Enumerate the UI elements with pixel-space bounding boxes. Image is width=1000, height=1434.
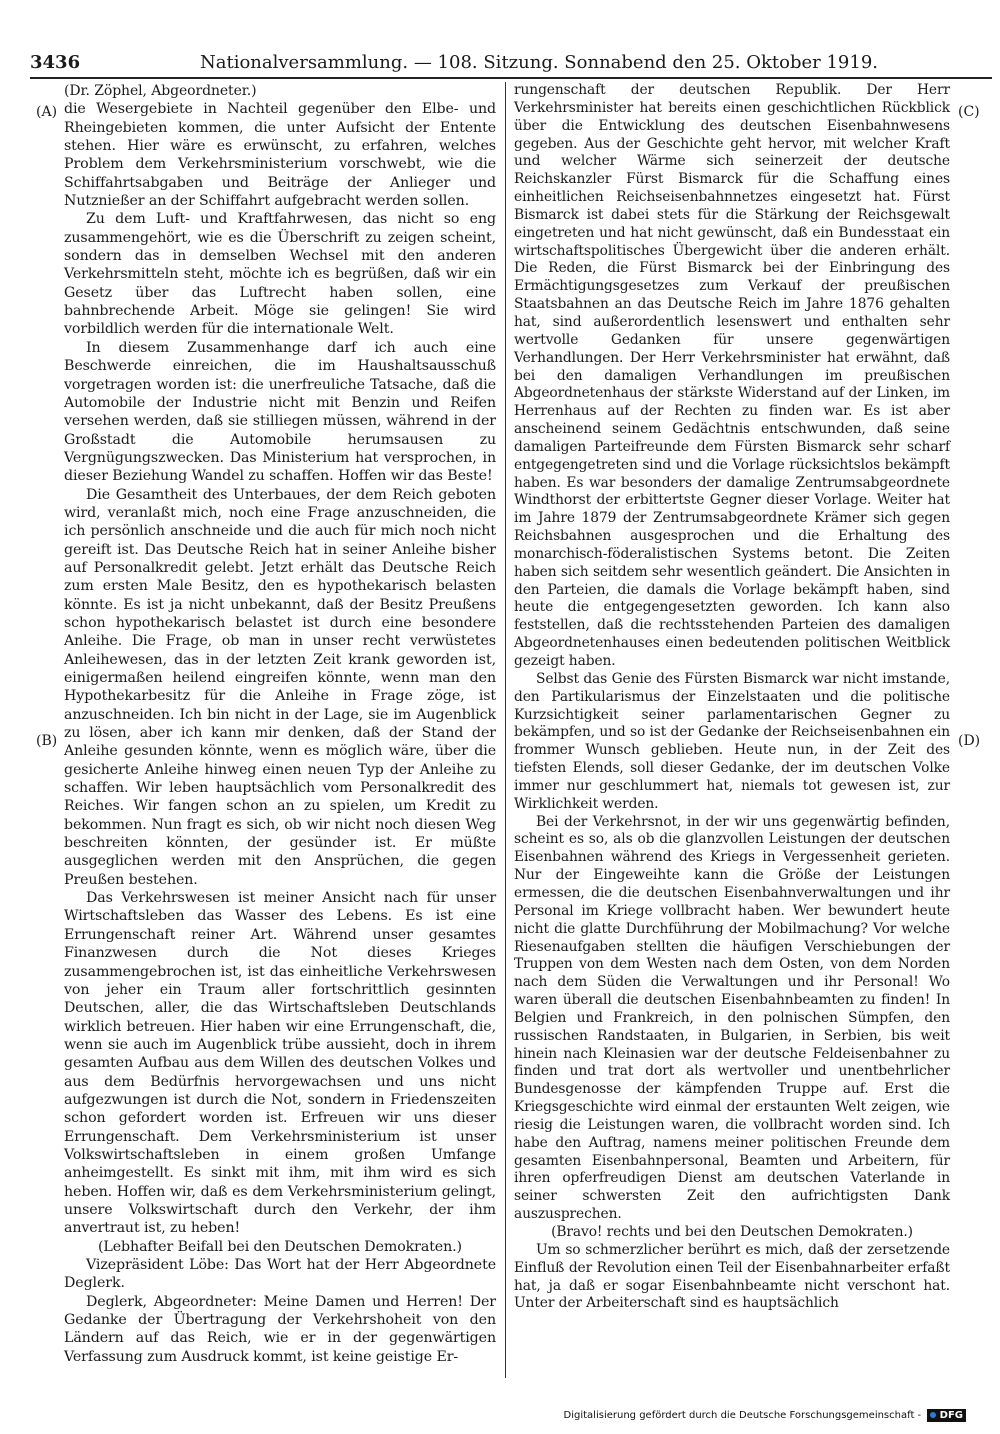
dfg-logo-text: DFG [939, 1410, 963, 1421]
speaker-note: (Dr. Zöphel, Abgeordneter.) [64, 83, 257, 99]
column-divider [505, 82, 506, 1378]
paragraph: Zu dem Luft- und Kraftfahrwesen, das nicht so eng zusammengehört, wie es die Überschrift zu zeigen scheint, sondern das in demselben Wechsel mit den anderen Verkehrsmitteln steht, möchte ich es begrüßen, daß wir ein Gesetz über das Luftrecht haben sollen, eine bahnbrechende Arbeit. Möge sie gelingen! Sie wird vorbildlich werden für die internationale Welt. [64, 211, 496, 338]
left-column [64, 82, 496, 1366]
digitization-footer [564, 1409, 966, 1422]
paragraph: rungenschaft der deutschen Republik. Der Herr Verkehrsminister hat bereits einen geschichtlichen Rückblick über die Entwicklung des deutschen Eisenbahnwesens gegeben. Aus der Geschichte geht hervor, mit welcher Kraft und welcher Wärme sich seinerzeit der deutsche Reichskanzler Fürst Bismarck für die Schaffung eines einheitlichen Reichseisenbahnnetzes eingesetzt hat. Fürst Bismarck ist dabei stets für die Stärkung der Reichsgewalt eingetreten und hat nicht gewünscht, daß ein Bundesstaat ein wirtschaftspolitisches Übergewicht über die anderen erhält. Die Reden, die Fürst Bismarck bei der Einbringung des Ermächtigungsgesetzes zum Verkauf der preußischen Staatsbahnen an das Deutsche Reich im Jahre 1876 gehalten hat, sind außerordentlich lesenswert und enthalten sehr wertvolle Gedanken für unsere gegenwärtigen Verhandlungen. Der Herr Verkehrsminister hat erwähnt, daß bei den damaligen Verhandlungen im preußischen Abgeordnetenhaus der stärkste Widerstand auf der Linken, im Herrenhaus auf der Rechten zu finden war. Es ist aber anscheinend seinem Gedächtnis entschwunden, daß seine damaligen Parteifreunde dem Fürsten Bismarck sehr scharf entgegengetreten sind und die Vorlage rücksichtslos bekämpft haben. Es war besonders der damalige Zentrumsabgeordnete Windthorst der erbittertste Gegner dieser Vorlage. Weiter hat im Jahre 1879 der Zentrumsabgeordnete Krämer sich gegen Reichsbahnen ausgesprochen und die Erhaltung des monarchisch-föderalistischen Systems betont. Die Zeiten haben sich seitdem sehr wesentlich geändert. Die Ansichten in den Parteien, die damals die Vorlage bekämpft haben, sind heute die entgegengesetzten geworden. Ich kann also feststellen, daß die rechtsstehenden Parteien des damaligen Abgeordnetenhauses einen bedeutenden politischen Weitblick gezeigt haben. [514, 82, 950, 669]
margin-marker-c: (C) [958, 104, 980, 120]
paragraph: Das Verkehrswesen ist meiner Ansicht nach für unser Wirtschaftsleben das Wasser des Lebens. Es ist eine Errungenschaft reiner Art. Während unser gesamtes Finanzwesen durch die Not dieses Krieges zusammengebrochen ist, ist das einheitliche Verkehrswesen von jeher ein Traum aller fortschrittlich gesinnten Deutschen, aller, die das Wirtschaftsleben Deutschlands wirklich betreuen. Hier haben wir eine Errungenschaft, die, wenn sie auch im Augenblick trübe aussieht, doch in ihrem gesamten Aufbau aus dem Willen des deutschen Volkes und aus dem Bedürfnis hervorgewachsen und uns nicht aufgezwungen ist durch die Not, sondern in Friedenszeiten schon gefordert worden ist. Erfreuen wir uns dieser Errungenschaft. Dem Verkehrsministerium ist unser Volkswirtschaftsleben in einem großen Umfange anheimgestellt. Es sinkt mit ihm, mit ihm wird es sich heben. Hoffen wir, daß es dem Verkehrsministerium gelingt, unsere Volkswirtschaft durch den Verkehr, der ihm anvertraut ist, zu heben! [64, 890, 496, 1237]
applause-note: (Lebhafter Beifall bei den Deutschen Demokraten.) [98, 1238, 462, 1255]
bravo-note: (Bravo! rechts und bei den Deutschen Demokraten.) [551, 1224, 913, 1240]
running-title: Nationalversammlung. — 108. Sitzung. Sonnabend den 25. Oktober 1919. [200, 52, 879, 73]
margin-marker-a: (A) [36, 104, 58, 120]
vice-president-paragraph: Vizepräsident Löbe: Das Wort hat der Herr Abgeordnete Deglerk. [64, 1257, 496, 1292]
logo-dot-icon [930, 1412, 936, 1418]
paragraph: In diesem Zusammenhange darf ich auch eine Beschwerde einreichen, die im Haushaltsausschuß vorgetragen worden ist: die unerfreuliche Tatsache, daß die Automobile der Industrie nicht mit Benzin und Reifen versehen werden, daß sie stilliegen müssen, während in der Großstadt die Automobile herumsausen zu Vergnügungszwecken. Das Ministerium hat versprochen, in dieser Beziehung Wandel zu schaffen. Hoffen wir das Beste! [64, 339, 496, 485]
paragraph: Die Gesamtheit des Unterbaues, der dem Reich geboten wird, veranlaßt mich, noch eine Frage anzuschneiden, die ich persönlich anschneide und die auch für mich noch nicht gereift ist. Das Deutsche Reich hat in seiner Anleihe bisher auf Personalkredit gelebt. Jetzt erhält das Deutsche Reich zum ersten Male Besitz, den es hypothekarisch belasten könnte. Es ist ja nicht unbekannt, daß der Besitz Preußens schon hypothekarisch belastet ist durch eine besondere Anleihe. Die Frage, ob man in unser recht verwüstetes Anleihewesen, das in der letzten Zeit krank geworden ist, einigermaßen heilend eingreifen könnte, wenn man den Hypothekarbesitz für die Anleihe in Frage zöge, ist anzuschneiden. Ich bin nicht in der Lage, sie im Augenblick zu lösen, aber ich kann mir denken, daß der Stand der Anleihe gesunden könnte, wenn es möglich wäre, über die gesicherte Anleihe hinweg einen neuen Typ der Anleihe zu schaffen. Wir leben hauptsächlich vom Personalkredit des Reiches. Wir fangen schon an zu spielen, um Kredit zu bekommen. Nun fragt es sich, ob wir nicht noch diesen Weg beschreiten könnten, der gesünder ist. Er müßte ausgeglichen werden mit den Ansprüchen, die gegen Preußen bestehen. [64, 486, 496, 888]
footer-text: Digitalisierung gefördert durch die Deutsche Forschungsgemeinschaft - [563, 1410, 922, 1421]
paragraph: Selbst das Genie des Fürsten Bismarck war nicht imstande, den Partikularismus der Einzelstaaten und die politische Kurzsichtigkeit seiner parlamentarischen Gegner zu bekämpfen, und so ist der Gedanke der Reichseisenbahnen ein frommer Wunsch geblieben. Heute nun, in der Zeit des tiefsten Elends, soll dieser Gedanke, der im deutschen Volke immer nur geschlummert hat, niemals tot gewesen ist, zur Wirklichkeit werden. [514, 670, 950, 812]
margin-marker-d: (D) [958, 733, 981, 749]
speaker-paragraph: Deglerk, Abgeordneter: Meine Damen und Herren! Der Gedanke der Übertragung der Verkehrshoheit von den Ländern auf das Reich, wie er in der gegenwärtigen Verfassung zum Ausdruck kommt, ist keine geistige Er- [64, 1293, 496, 1365]
page-header [30, 48, 990, 78]
right-column [514, 82, 950, 1313]
paragraph: Um so schmerzlicher berührt es mich, daß der zersetzende Einfluß der Revolution einen Teil der Eisenbahnarbeiter erfaßt hat, ja daß er sogar Eisenbahnbeamte nicht verschont hat. Unter der Arbeiterschaft sind es hauptsächlich [514, 1241, 950, 1312]
paragraph: die Wesergebiete in Nachteil gegenüber den Elbe- und Rheingebieten kommen, die unter Aufsicht der Entente stehen. Hier wäre es erwünscht, zu erfahren, welches Problem dem Verkehrsministerium vorschwebt, wie die Schiffahrtsabgaben und Beiträge der Anlieger und Nutznießer an der Schiffahrt aufgebracht werden sollen. [64, 101, 496, 210]
margin-marker-b: (B) [36, 733, 58, 749]
header-rule [30, 77, 992, 79]
dfg-logo [927, 1409, 966, 1422]
page-number: 3436 [30, 52, 81, 73]
paragraph: Bei der Verkehrsnot, in der wir uns gegenwärtig befinden, scheint es so, als ob die glanzvollen Leistungen der deutschen Eisenbahnen während des Kriegs in Vergessenheit gerieten. Nur der Eingeweihte kann die Größe der Leistungen ermessen, die die deutschen Eisenbahnverwaltungen und ihr Personal im Kriege vollbracht haben. Wer bewundert heute nicht die glatte Durchführung der Mobilmachung? Vor welche Riesenaufgaben stellten die häufigen Verschiebungen der Truppen von dem Westen nach dem Osten, von dem Norden nach dem Süden die Verwaltungen und ihr Personal! Wo waren überall die deutschen Eisenbahnbeamten zu finden! In Belgien und Frankreich, in den polnischen Sümpfen, den russischen Randstaaten, in Bulgarien, in Serbien, bis weit hinein nach Kleinasien war der deutsche Feldeisenbahner zu finden und trat dort als wertvoller und unentbehrlicher Bundesgenosse der kämpfenden Truppe auf. Erst die Kriegsgeschichte wird einmal der erstaunten Welt zeigen, wie riesig die Leistungen waren, die vollbracht worden sind. Ich habe den Auftrag, namens meiner politischen Freunde dem gesamten Eisenbahnpersonal, Beamten und Arbeitern, für ihren opferfreudigen Dienst am deutschen Vaterlande in seiner schwersten Zeit den aufrichtigsten Dank auszusprechen. [514, 813, 950, 1223]
